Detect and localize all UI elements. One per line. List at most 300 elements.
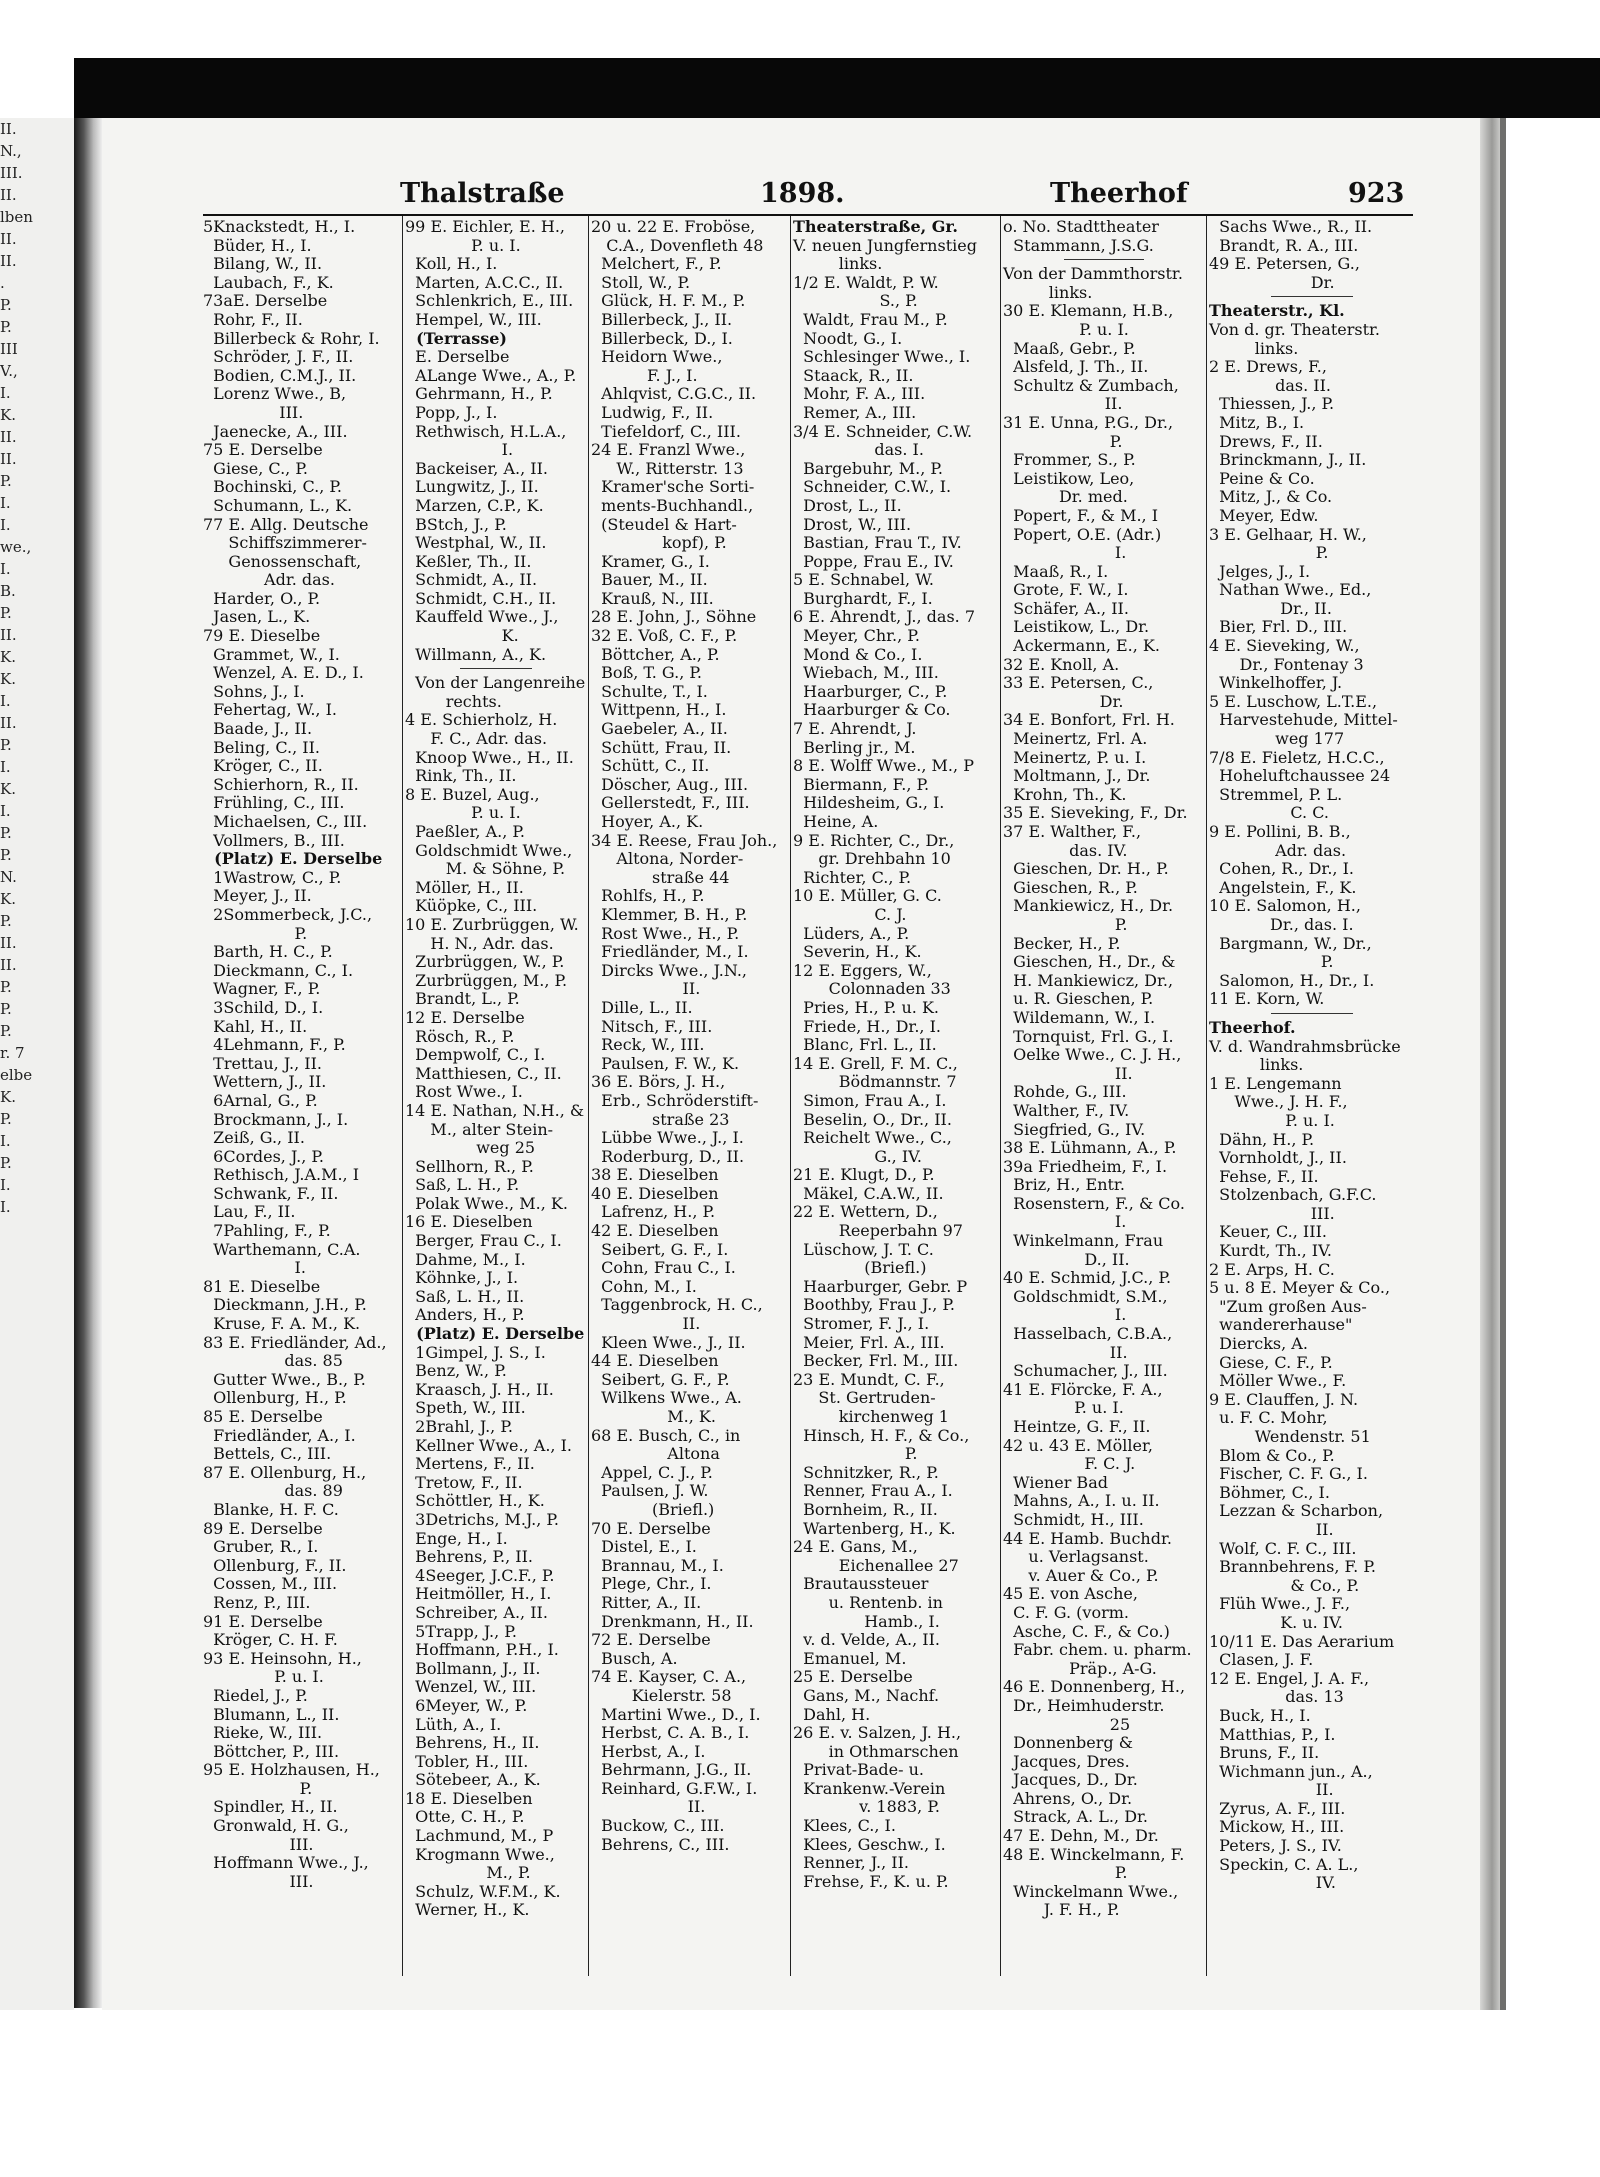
directory-entry-line: K. u. IV. bbox=[1209, 1612, 1343, 1632]
directory-entry-line: 12 E. Engel, J. A. F., bbox=[1209, 1668, 1370, 1688]
directory-entry-line: Kramer'sche Sorti- bbox=[591, 477, 755, 497]
directory-entry-line: Salomon, H., Dr., I. bbox=[1209, 970, 1375, 990]
directory-entry-line: 20 u. 22 E. Froböse, bbox=[591, 217, 756, 236]
directory-entry-line: Rost Wwe., I. bbox=[405, 1082, 523, 1102]
directory-entry-line: links. bbox=[793, 254, 883, 274]
directory-entry-line: Burghardt, F., I. bbox=[793, 588, 933, 608]
directory-column-3 bbox=[591, 218, 789, 1854]
directory-entry-line: 42 E. Dieselben bbox=[591, 1221, 719, 1241]
directory-entry-line: Wettern, J., II. bbox=[203, 1072, 327, 1092]
directory-entry-line: Erb., Schröderstift- bbox=[591, 1090, 759, 1110]
left-page-fragment: III. bbox=[0, 164, 23, 182]
directory-entry-line: 1Wastrow, C., P. bbox=[203, 867, 342, 887]
directory-entry-line: Maaß, Gebr., P. bbox=[1003, 338, 1136, 358]
directory-entry-line: Ahlqvist, C.G.C., II. bbox=[591, 384, 757, 404]
directory-entry-line: Bastian, Frau T., IV. bbox=[793, 533, 962, 553]
directory-entry-line: V. neuen Jungfernstieg bbox=[793, 235, 977, 255]
directory-entry-line: Harder, O., P. bbox=[203, 588, 321, 608]
directory-entry-line: Tobler, H., III. bbox=[405, 1751, 529, 1771]
directory-entry-line: 74 E. Kayser, C. A., bbox=[591, 1667, 747, 1687]
directory-entry-line: 22 E. Wettern, D., bbox=[793, 1202, 938, 1222]
directory-entry-line: Stoll, W., P. bbox=[591, 272, 691, 292]
directory-entry-line: Harvestehude, Mittel- bbox=[1209, 710, 1398, 730]
directory-entry-line: Fehertag, W., I. bbox=[203, 700, 337, 720]
directory-entry-line: Remer, A., III. bbox=[793, 402, 917, 422]
left-page-fragment: P. bbox=[0, 296, 12, 314]
page-number: 923 bbox=[1348, 178, 1405, 209]
directory-entry-line: Ahrens, O., Dr. bbox=[1003, 1788, 1133, 1808]
left-page-fragment: N. bbox=[0, 868, 17, 886]
directory-entry-line: Westphal, W., II. bbox=[405, 533, 547, 553]
directory-entry-line: 95 E. Holzhausen, H., bbox=[203, 1760, 380, 1780]
top-margin bbox=[0, 0, 1600, 58]
directory-entry-line: 25 bbox=[1003, 1714, 1131, 1734]
directory-entry-line: Frehse, F., K. u. P. bbox=[793, 1871, 949, 1891]
directory-entry-line: Seibert, G. F., I. bbox=[591, 1239, 729, 1259]
column-divider bbox=[790, 216, 791, 1976]
directory-entry-line: Stromer, F. J., I. bbox=[793, 1314, 930, 1334]
directory-entry-line: Drews, F., II. bbox=[1209, 431, 1323, 451]
left-page-fragment: II. bbox=[0, 230, 17, 248]
page-edge bbox=[1480, 118, 1500, 2010]
directory-entry-line: S., P. bbox=[793, 291, 918, 311]
directory-entry-line: Böttcher, P., III. bbox=[203, 1741, 340, 1761]
directory-entry-line: Wiener Bad bbox=[1003, 1472, 1108, 1492]
directory-entry-line: I. bbox=[1003, 1305, 1127, 1325]
directory-entry-line: II. bbox=[1209, 1519, 1334, 1539]
directory-entry-line: (Steudel & Hart- bbox=[591, 514, 737, 534]
left-page-fragment: P. bbox=[0, 1110, 12, 1128]
directory-entry-line: Dr., das. I. bbox=[1209, 914, 1354, 934]
directory-entry-line: Sellhorn, R., P. bbox=[405, 1156, 534, 1176]
directory-entry-line: Bargebuhr, M., P. bbox=[793, 458, 943, 478]
directory-entry-line: 30 E. Klemann, H.B., bbox=[1003, 301, 1174, 321]
directory-entry-line: 33 E. Petersen, C., bbox=[1003, 673, 1154, 693]
directory-entry-line: Knoop Wwe., H., II. bbox=[405, 747, 574, 767]
directory-entry-line: straße 44 bbox=[591, 867, 730, 887]
directory-entry-line: P. u. I. bbox=[203, 1667, 324, 1687]
left-page-fragment: P. bbox=[0, 318, 12, 336]
directory-entry-line: Lezzan & Scharbon, bbox=[1209, 1501, 1384, 1521]
directory-entry-line: 3/4 E. Schneider, C.W. bbox=[793, 421, 973, 441]
directory-entry-line: Koll, H., I. bbox=[405, 254, 498, 274]
directory-entry-line: Lüschow, J. T. C. bbox=[793, 1239, 934, 1259]
directory-entry-line: ALange Wwe., A., P. bbox=[405, 365, 577, 385]
directory-entry-line: 18 E. Dieselben bbox=[405, 1788, 533, 1808]
directory-entry-line: III. bbox=[203, 402, 304, 422]
directory-entry-line: 40 E. Dieselben bbox=[591, 1183, 719, 1203]
directory-entry-line: Adr. das. bbox=[203, 570, 335, 590]
directory-entry-line: Becker, H., P. bbox=[1003, 933, 1121, 953]
section-heading: (Platz) E. Derselbe bbox=[405, 1324, 585, 1344]
directory-entry-line: Flüh Wwe., J. F., bbox=[1209, 1594, 1351, 1614]
directory-entry-line: das. 89 bbox=[203, 1481, 343, 1501]
directory-entry-line: u. Rentenb. in bbox=[793, 1592, 943, 1612]
directory-entry-line: Wiebach, M., III. bbox=[793, 663, 939, 683]
left-page-fragment: I. bbox=[0, 560, 11, 578]
directory-entry-line: Schöttler, H., K. bbox=[405, 1491, 545, 1511]
directory-entry-line: Rohde, G., III. bbox=[1003, 1082, 1127, 1102]
directory-entry-line: Rosenstern, F., & Co. bbox=[1003, 1193, 1185, 1213]
directory-entry-line: 34 E. Bonfort, Frl. H. bbox=[1003, 710, 1175, 730]
directory-entry-line: Böttcher, A., P. bbox=[591, 644, 720, 664]
directory-entry-line: Schröder, J. F., II. bbox=[203, 347, 354, 367]
directory-entry-line: Mond & Co., I. bbox=[793, 644, 923, 664]
directory-entry-line: Renner, J., II. bbox=[793, 1853, 909, 1873]
running-head-year: 1898. bbox=[760, 178, 845, 209]
left-page-fragment: P. bbox=[0, 912, 12, 930]
left-page-fragment: I. bbox=[0, 384, 11, 402]
directory-entry-line: Dille, L., II. bbox=[591, 997, 693, 1017]
directory-entry-line: Wendenstr. 51 bbox=[1209, 1427, 1371, 1446]
directory-entry-line: Meyer, J., II. bbox=[203, 886, 312, 906]
directory-entry-line: das. I. bbox=[793, 440, 924, 460]
directory-entry-line: 75 E. Derselbe bbox=[203, 440, 323, 460]
directory-entry-line: Altona, Norder- bbox=[591, 849, 744, 869]
directory-entry-line: Schütt, Frau, II. bbox=[591, 737, 732, 757]
directory-entry-line: Nitsch, F., III. bbox=[591, 1016, 713, 1036]
directory-entry-line: Benz, W., P. bbox=[405, 1361, 507, 1381]
directory-entry-line: in Othmarschen bbox=[793, 1741, 959, 1761]
directory-entry-line: Schierhorn, R., II. bbox=[203, 774, 359, 794]
directory-entry-line: Rösch, R., P. bbox=[405, 1026, 515, 1046]
directory-entry-line: 77 E. Allg. Deutsche bbox=[203, 514, 369, 534]
directory-entry-line: II. bbox=[591, 1797, 706, 1817]
directory-entry-line: 10/11 E. Das Aerarium bbox=[1209, 1631, 1395, 1651]
directory-entry-line: Saß, L. H., II. bbox=[405, 1286, 525, 1306]
directory-entry-line: P. u. I. bbox=[405, 235, 521, 255]
directory-entry-line: Frommer, S., P. bbox=[1003, 450, 1136, 470]
book-gutter bbox=[74, 118, 102, 2008]
directory-entry-line: P. bbox=[793, 1444, 918, 1464]
directory-entry-line: H. Mankiewicz, Dr., bbox=[1003, 970, 1174, 990]
directory-entry-line: Brinckmann, J., II. bbox=[1209, 450, 1367, 470]
directory-entry-line: 35 E. Sieveking, F., Dr. bbox=[1003, 803, 1188, 823]
directory-entry-line: Winkelhoffer, J. bbox=[1209, 673, 1343, 693]
directory-entry-line: Riedel, J., P. bbox=[203, 1685, 308, 1705]
directory-entry-line: 99 E. Eichler, E. H., bbox=[405, 217, 565, 236]
directory-entry-line: Rink, Th., II. bbox=[405, 766, 517, 786]
directory-entry-line: 4 E. Schierholz, H. bbox=[405, 710, 558, 730]
directory-entry-line: Brandt, R. A., III. bbox=[1209, 235, 1359, 255]
directory-entry-line: I. bbox=[203, 1258, 306, 1278]
directory-entry-line: Köhnke, J., I. bbox=[405, 1268, 519, 1288]
header-rule bbox=[203, 214, 1413, 216]
directory-entry-line: Martini Wwe., D., I. bbox=[591, 1704, 761, 1724]
directory-entry-line: Hasselbach, C.B.A., bbox=[1003, 1324, 1173, 1344]
directory-entry-line: Bauer, M., II. bbox=[591, 570, 708, 590]
directory-entry-line: 21 E. Klugt, D., P. bbox=[793, 1165, 935, 1185]
left-page-fragment: II. bbox=[0, 934, 17, 952]
directory-entry-line: Mahns, A., I. u. II. bbox=[1003, 1491, 1160, 1511]
left-page-fragment: II. bbox=[0, 714, 17, 732]
directory-entry-line: Thiessen, J., P. bbox=[1209, 394, 1335, 414]
left-page-fragment: P. bbox=[0, 978, 12, 996]
running-head-left: Thalstraße bbox=[400, 178, 565, 209]
directory-entry-line: Altona bbox=[591, 1444, 720, 1464]
directory-entry-line: Schiffszimmerer- bbox=[203, 533, 367, 553]
left-page-fragment: II. bbox=[0, 120, 17, 138]
directory-entry-line: Heitmöller, H., I. bbox=[405, 1584, 552, 1604]
directory-entry-line: Gans, M., Nachf. bbox=[793, 1685, 940, 1705]
directory-entry-line: Beselin, O., Dr., II. bbox=[793, 1109, 952, 1129]
directory-entry-line: Tornquist, Frl. G., I. bbox=[1003, 1026, 1174, 1046]
directory-entry-line: 3Schild, D., I. bbox=[203, 997, 324, 1017]
directory-entry-line: Sohns, J., I. bbox=[203, 681, 305, 701]
directory-entry-line: Schmidt, C.H., II. bbox=[405, 588, 557, 608]
scanner-black-band bbox=[74, 58, 1600, 118]
directory-entry-line: u. R. Gieschen, P. bbox=[1003, 989, 1154, 1009]
left-page-fragment: II. bbox=[0, 450, 17, 468]
directory-entry-line: 9 E. Richter, C., Dr., bbox=[793, 830, 955, 850]
directory-entry-line: 7Pahling, F., P. bbox=[203, 1221, 331, 1241]
directory-entry-line: Genossenschaft, bbox=[203, 551, 362, 571]
directory-entry-line: Gutter Wwe., B., P. bbox=[203, 1369, 366, 1389]
directory-entry-line: links. bbox=[1003, 282, 1093, 302]
directory-entry-line: Meyer, Edw. bbox=[1209, 505, 1319, 525]
directory-entry-line: Schumacher, J., III. bbox=[1003, 1361, 1168, 1381]
left-page-fragment: I. bbox=[0, 1132, 11, 1150]
directory-entry-line: 6Meyer, W., P. bbox=[405, 1695, 528, 1715]
directory-entry-line: Barth, H. C., P. bbox=[203, 942, 333, 962]
directory-entry-line: 70 E. Derselbe bbox=[591, 1518, 711, 1538]
directory-entry-line: Simon, Frau A., I. bbox=[793, 1090, 947, 1110]
directory-entry-line: Schnitzker, R., P. bbox=[793, 1462, 939, 1482]
directory-entry-line: J. F. H., P. bbox=[1003, 1900, 1120, 1920]
directory-entry-line: Drost, L., II. bbox=[793, 495, 902, 515]
directory-entry-line: Krohn, Th., K. bbox=[1003, 784, 1127, 804]
directory-entry-line: 32 E. Knoll, A. bbox=[1003, 654, 1120, 674]
directory-entry-line: das. IV. bbox=[1003, 840, 1128, 860]
directory-entry-line: Jaenecke, A., III. bbox=[203, 421, 348, 441]
directory-entry-line: Brockmann, J., I. bbox=[203, 1109, 349, 1129]
directory-entry-line: Leistikow, Leo, bbox=[1003, 468, 1135, 488]
directory-entry-line: Laubach, F., K. bbox=[203, 272, 334, 292]
left-page-fragment: II. bbox=[0, 186, 17, 204]
directory-entry-line: Meinertz, P. u. I. bbox=[1003, 747, 1147, 767]
directory-entry-line: Mitz, B., I. bbox=[1209, 412, 1305, 432]
directory-entry-line: Jelges, J., I. bbox=[1209, 561, 1311, 581]
directory-entry-line: Gronwald, H. G., bbox=[203, 1816, 349, 1836]
directory-entry-line: 4Lehmann, F., P. bbox=[203, 1035, 346, 1055]
directory-entry-line: Ackermann, E., K. bbox=[1003, 636, 1160, 656]
directory-entry-line: Nathan Wwe., Ed., bbox=[1209, 580, 1372, 600]
directory-entry-line: Lungwitz, J., II. bbox=[405, 477, 539, 497]
left-page-fragment: I. bbox=[0, 494, 11, 512]
directory-entry-line: Schwank, F., II. bbox=[203, 1183, 339, 1203]
directory-entry-line: Wenzel, W., III. bbox=[405, 1677, 537, 1697]
directory-entry-line: Colonnaden 33 bbox=[793, 979, 951, 999]
directory-entry-line: Wwe., J. H. F., bbox=[1209, 1092, 1348, 1112]
directory-entry-line: 2 E. Drews, F., bbox=[1209, 357, 1327, 377]
directory-entry-line: Spindler, H., II. bbox=[203, 1797, 338, 1817]
section-rule bbox=[1003, 255, 1205, 265]
directory-entry-line: Gruber, R., I. bbox=[203, 1537, 319, 1557]
section-rule bbox=[1209, 292, 1414, 302]
directory-entry-line: Von der Dammthorstr. bbox=[1003, 264, 1183, 284]
directory-entry-line: Michaelsen, C., III. bbox=[203, 812, 368, 831]
directory-entry-line: Giese, C. F., P. bbox=[1209, 1352, 1333, 1372]
directory-entry-line: 31 E. Unna, P.G., Dr., bbox=[1003, 412, 1174, 432]
directory-entry-line: Berling jr., M. bbox=[793, 737, 916, 757]
directory-entry-line: Haarburger, Gebr. P bbox=[793, 1276, 968, 1296]
directory-entry-line: Diercks, A. bbox=[1209, 1334, 1308, 1354]
directory-entry-line: Sachs Wwe., R., II. bbox=[1209, 217, 1373, 236]
directory-entry-line: Tiefeldorf, C., III. bbox=[591, 421, 741, 441]
directory-entry-line: 2 E. Arps, H. C. bbox=[1209, 1259, 1335, 1279]
directory-entry-line: Zurbrüggen, W., P. bbox=[405, 952, 565, 972]
directory-entry-line: 28 E. John, J., Söhne bbox=[591, 607, 757, 627]
directory-entry-line: Speckin, C. A. L., bbox=[1209, 1854, 1359, 1874]
directory-entry-line: Buck, H., I. bbox=[1209, 1705, 1311, 1725]
directory-entry-line: Wagner, F., P. bbox=[203, 979, 321, 999]
left-page-fragments bbox=[0, 118, 74, 1218]
directory-entry-line: Behrens, C., III. bbox=[591, 1834, 730, 1854]
directory-entry-line: v. d. Velde, A., II. bbox=[793, 1630, 940, 1650]
directory-entry-line: Tretow, F., II. bbox=[405, 1472, 523, 1492]
directory-entry-line: Billerbeck, D., I. bbox=[591, 328, 733, 348]
directory-entry-line: Klees, C., I. bbox=[793, 1816, 896, 1836]
directory-entry-line: Zurbrüggen, M., P. bbox=[405, 970, 568, 990]
directory-entry-line: Stremmel, P. L. bbox=[1209, 784, 1343, 804]
directory-entry-line: 34 E. Reese, Frau Joh., bbox=[591, 830, 778, 850]
directory-entry-line: Behrens, P., II. bbox=[405, 1547, 534, 1567]
directory-entry-line: Anders, H., P. bbox=[405, 1305, 525, 1325]
directory-entry-line: Meier, Frl. A., III. bbox=[793, 1332, 945, 1352]
directory-entry-line: 6 E. Ahrendt, J., das. 7 bbox=[793, 607, 976, 627]
directory-entry-line: Schultz & Zumbach, bbox=[1003, 375, 1179, 395]
directory-entry-line: Dr. bbox=[1003, 691, 1124, 711]
directory-entry-line: o. No. Stadttheater bbox=[1003, 217, 1159, 236]
directory-entry-line: Asche, C. F., & Co.) bbox=[1003, 1621, 1170, 1641]
directory-entry-line: Bochinski, C., P. bbox=[203, 477, 342, 497]
directory-entry-line: Lüders, A., P. bbox=[793, 923, 910, 943]
directory-entry-line: Popert, O.E. (Adr.) bbox=[1003, 524, 1162, 544]
directory-entry-line: Keßler, Th., II. bbox=[405, 551, 532, 571]
left-page-fragment: P. bbox=[0, 472, 12, 490]
directory-entry-line: 26 E. v. Salzen, J. H., bbox=[793, 1723, 962, 1743]
directory-entry-line: 49 E. Petersen, G., bbox=[1209, 254, 1360, 274]
directory-entry-line: 42 u. 43 E. Möller, bbox=[1003, 1435, 1153, 1455]
directory-entry-line: Heine, A. bbox=[793, 812, 879, 831]
directory-entry-line: 8 E. Wolff Wwe., M., P bbox=[793, 756, 974, 776]
directory-entry-line: Blom & Co., P. bbox=[1209, 1445, 1335, 1465]
directory-entry-line: Dahme, M., I. bbox=[405, 1249, 526, 1269]
directory-entry-line: Bargmann, W., Dr., bbox=[1209, 933, 1372, 953]
directory-entry-line: Reinhard, G.F.W., I. bbox=[591, 1778, 758, 1798]
directory-entry-line: Wolf, C. F. C., III. bbox=[1209, 1538, 1357, 1558]
directory-entry-line: C.A., Dovenfleth 48 bbox=[591, 235, 764, 255]
directory-entry-line: Mickow, H., III. bbox=[1209, 1817, 1345, 1837]
directory-entry-line: D., II. bbox=[1003, 1249, 1130, 1269]
directory-entry-line: 7/8 E. Fieletz, H.C.C., bbox=[1209, 747, 1385, 767]
directory-entry-line: 9 E. Clauffen, J. N. bbox=[1209, 1389, 1359, 1409]
directory-entry-line: Paeßler, A., P. bbox=[405, 822, 525, 841]
directory-entry-line: Eichenallee 27 bbox=[793, 1555, 959, 1575]
directory-entry-line: Schmidt, H., III. bbox=[1003, 1509, 1144, 1529]
directory-entry-line: Willmann, A., K. bbox=[405, 644, 547, 664]
section-rule bbox=[405, 664, 587, 674]
directory-entry-line: Werner, H., K. bbox=[405, 1900, 530, 1920]
directory-entry-line: 5 u. 8 E. Meyer & Co., bbox=[1209, 1278, 1391, 1298]
left-page-fragment: P. bbox=[0, 824, 12, 842]
directory-entry-line: Rethisch, J.A.M., I bbox=[203, 1165, 360, 1185]
directory-entry-line: Matthiesen, C., II. bbox=[405, 1063, 562, 1083]
directory-entry-line: Warthemann, C.A. bbox=[203, 1239, 361, 1259]
section-heading: Theaterstr., Kl. bbox=[1209, 301, 1345, 321]
running-head-right: Theerhof bbox=[1050, 178, 1188, 209]
directory-entry-line: Dempwolf, C., I. bbox=[405, 1045, 546, 1065]
left-page-fragment: elbe bbox=[0, 1066, 33, 1084]
directory-entry-line: Hoffmann Wwe., J., bbox=[203, 1853, 369, 1873]
directory-entry-line: Friedländer, M., I. bbox=[591, 942, 749, 962]
left-page-fragment: K. bbox=[0, 780, 16, 798]
directory-entry-line: Strack, A. L., Dr. bbox=[1003, 1807, 1148, 1827]
directory-entry-line: 10 E. Müller, G. C. bbox=[793, 886, 942, 906]
directory-entry-line: Distel, E., I. bbox=[591, 1537, 697, 1557]
left-page-fragment: we., bbox=[0, 538, 32, 556]
directory-entry-line: Vornholdt, J., II. bbox=[1209, 1148, 1347, 1168]
directory-entry-line: 5 E. Schnabel, W. bbox=[793, 570, 934, 590]
directory-entry-line: H. N., Adr. das. bbox=[405, 933, 554, 953]
left-page-fragment: K. bbox=[0, 670, 16, 688]
directory-entry-line: Melchert, F., P. bbox=[591, 254, 722, 274]
directory-entry-line: "Zum großen Aus- bbox=[1209, 1296, 1367, 1316]
directory-entry-line: Reck, W., III. bbox=[591, 1035, 705, 1055]
directory-entry-line: Bodien, C.M.J., II. bbox=[203, 365, 357, 385]
directory-entry-line: Winkelmann, Frau bbox=[1003, 1231, 1164, 1251]
left-page-fragment: I. bbox=[0, 758, 11, 776]
directory-entry-line: Beling, C., II. bbox=[203, 737, 321, 757]
directory-entry-line: Kramer, G., I. bbox=[591, 551, 710, 571]
directory-entry-line: III. bbox=[1209, 1203, 1335, 1223]
directory-column-1 bbox=[203, 218, 401, 1891]
directory-entry-line: Dieckmann, J.H., P. bbox=[203, 1295, 367, 1315]
directory-entry-line: Cohn, M., I. bbox=[591, 1276, 697, 1296]
directory-entry-line: P. u. I. bbox=[405, 803, 521, 823]
directory-entry-line: Blanc, Frl. L., II. bbox=[793, 1035, 937, 1055]
directory-entry-line: 3 E. Gelhaar, H. W., bbox=[1209, 524, 1367, 544]
directory-entry-line: P. bbox=[203, 1778, 313, 1798]
directory-entry-line: 12 E. Derselbe bbox=[405, 1007, 525, 1027]
directory-entry-line: III. bbox=[203, 1871, 314, 1891]
directory-entry-line: Berger, Frau C., I. bbox=[405, 1231, 562, 1251]
directory-entry-line: Schütt, C., II. bbox=[591, 756, 710, 776]
directory-entry-line: Siegfried, G., IV. bbox=[1003, 1119, 1146, 1139]
directory-entry-line: Busch, A. bbox=[591, 1648, 678, 1668]
directory-entry-line: Clasen, J. F. bbox=[1209, 1650, 1314, 1670]
directory-entry-line: 72 E. Derselbe bbox=[591, 1630, 711, 1650]
directory-entry-line: Taggenbrock, H. C., bbox=[591, 1295, 763, 1315]
directory-entry-line: Goldschmidt, S.M., bbox=[1003, 1286, 1168, 1306]
directory-entry-line: Ollenburg, H., P. bbox=[203, 1388, 347, 1408]
directory-entry-line: Grote, F. W., I. bbox=[1003, 580, 1129, 600]
directory-entry-line: Friedländer, A., I. bbox=[203, 1425, 356, 1445]
directory-entry-line: Meinertz, Frl. A. bbox=[1003, 729, 1148, 749]
directory-entry-line: P. bbox=[1003, 431, 1123, 451]
directory-entry-line: 37 E. Walther, F., bbox=[1003, 822, 1142, 841]
directory-entry-line: I. bbox=[1003, 543, 1127, 563]
left-page-fragment: P. bbox=[0, 1154, 12, 1172]
directory-entry-line: M., alter Stein- bbox=[405, 1119, 554, 1139]
directory-entry-line: Schreiber, A., II. bbox=[405, 1602, 548, 1622]
left-page-fragment: I. bbox=[0, 802, 11, 820]
directory-entry-line: Mertens, F., II. bbox=[405, 1454, 535, 1474]
directory-entry-line: Buckow, C., III. bbox=[591, 1816, 725, 1836]
left-page-fragment: B. bbox=[0, 582, 16, 600]
directory-entry-line: Schulz, W.F.M., K. bbox=[405, 1881, 561, 1901]
directory-entry-line: Matthias, P., I. bbox=[1209, 1724, 1336, 1744]
